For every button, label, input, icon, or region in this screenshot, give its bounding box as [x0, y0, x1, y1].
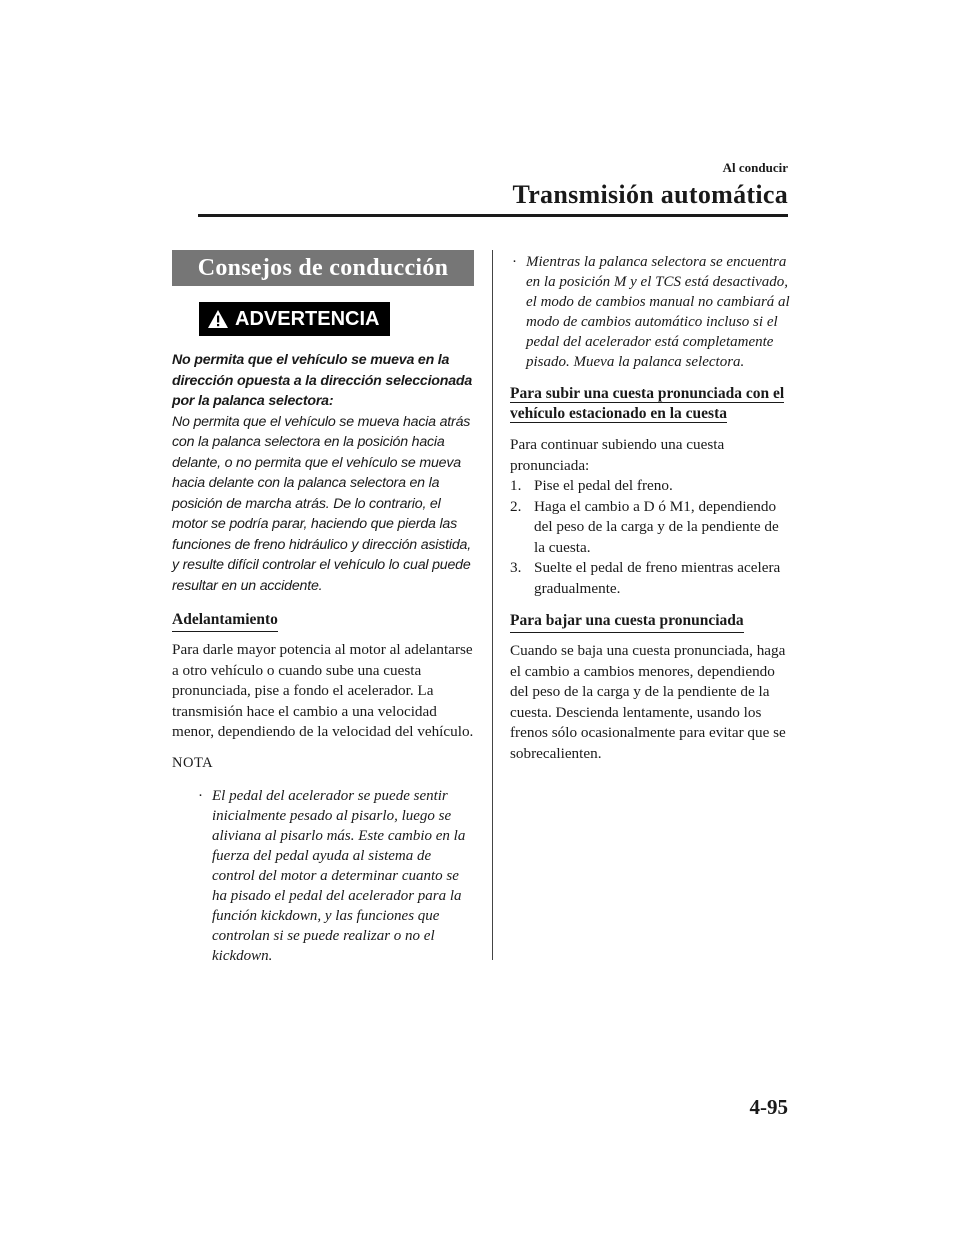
header-rule	[198, 214, 788, 217]
list-item: 2. Haga el cambio a D ó M1, dependiendo del peso de la carga y de la pendiente de la cuesta.	[510, 497, 779, 556]
note-bullet	[510, 252, 790, 372]
warning-body: No permita que el vehículo se mueva hacia atrás con la palanca selectora en la posición hacia delante, o no permita que el vehículo se mueva hacia delante con la palanca selectora en la posición de marcha atrás. De lo contrario, el motor se podría parar, haciendo que pierda las funciones de freno hidráulico y dirección asistida, y resulte difícil controlar el vehículo lo cual puede resultar en un accidente.	[172, 413, 471, 594]
note-bullet-text: Mientras la palanca selectora se encuentra en la posición M y el TCS está desactivado, el modo de cambios manual no cambiará al modo de cambios automático incluso si el pedal del acelerador está completamente pisado. Mueva la palanca selectora.	[526, 254, 790, 370]
warning-text	[172, 350, 474, 596]
warning-lead: No permita que el vehículo se mueva en la dirección opuesta a la dirección seleccionada por la palanca selectora:	[172, 352, 473, 409]
uphill-steps	[510, 476, 790, 599]
section-title: Transmisión automática	[512, 180, 788, 209]
uphill-intro: Para continuar subiendo una cuesta pronunciada:	[510, 436, 725, 474]
uphill-heading: Para subir una cuesta pronunciada con el vehículo estacionado en la cuesta	[510, 385, 785, 422]
section-banner: Consejos de conducción	[172, 250, 474, 286]
left-column	[172, 250, 474, 966]
warning-label: ADVERTENCIA	[235, 307, 380, 330]
bullet-dot-icon: ·	[512, 254, 517, 270]
right-column	[510, 252, 790, 764]
note-label: NOTA	[172, 754, 214, 771]
list-item: 3. Suelte el pedal de freno mientras acelera gradualmente.	[510, 559, 781, 597]
overtaking-text: Para darle mayor potencia al motor al adelantarse a otro vehículo o cuando sube una cuesta pronunciada, pise a fondo el acelerador. La transmisión hace el cambio a una velocidad menor, dependiendo de la velocidad del vehículo.	[172, 641, 474, 740]
page-number: 4-95	[749, 1095, 788, 1119]
downhill-heading: Para bajar una cuesta pronunciada	[510, 611, 744, 633]
column-divider	[492, 250, 493, 960]
warning-triangle-icon	[207, 309, 229, 329]
bullet-dot-icon: ·	[198, 787, 203, 804]
chapter-title: Al conducir	[722, 160, 788, 175]
note-bullet-text: El pedal del acelerador se puede sentir inicialmente pesado al pisarlo, luego se aliviana al pisarlo más. Este cambio en la fuerza del pedal ayuda al sistema de control del motor a determinar cuanto se ha pisado el pedal del acelerador para la función kickdown, y las funciones que controlan si se puede realizar o no el kickdown.	[212, 787, 466, 964]
list-item: 1. Pise el pedal del freno.	[510, 477, 673, 494]
warning-badge	[199, 302, 390, 336]
note-bullet	[172, 786, 474, 966]
overtaking-heading: Adelantamiento	[172, 610, 278, 632]
downhill-text: Cuando se baja una cuesta pronunciada, haga el cambio a cambios menores, dependiendo del peso de la carga y de la pendiente de la cuesta. Descienda lentamente, usando los frenos sólo ocasionalmente para evitar que se sobrecalienten.	[510, 642, 786, 762]
